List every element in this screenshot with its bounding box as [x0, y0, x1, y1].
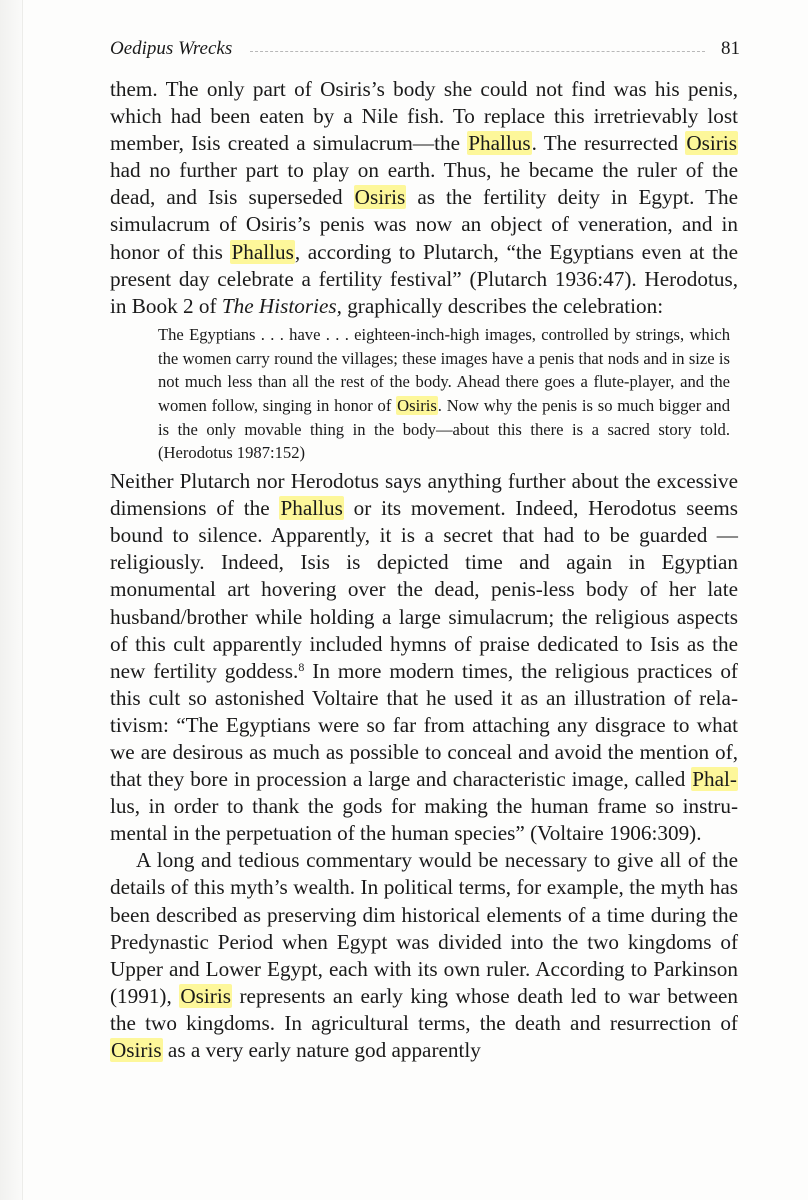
block-quote: [158, 323, 730, 465]
text-run: had no further part to play on earth. Thus, he became the ruler of the dead, and Isis superseded: [110, 158, 738, 210]
highlight-osiris: Osiris: [686, 131, 737, 156]
text-run: them. The only part of Osiris’s body she could not find was his penis, which had been eaten by a Nile fish. To replace this irretrievably lost member, Isis created a simulacrum—the: [110, 77, 738, 156]
highlight-phallus: Phallus: [468, 131, 531, 156]
text-run: , according to Plutarch, “the Egyptians even at the present day celebrate a fertility festival” (Plutarch 1936:47). Herodotus, in Book 2 of: [110, 239, 738, 318]
highlight-phallus: Phallus: [280, 496, 343, 521]
text-run: lus, in order to thank the gods for making the human frame so instrumental in the perpetuation of the human species” (Voltaire 1906:309).: [110, 794, 738, 846]
paragraph-1: [110, 76, 738, 320]
header-rule: [250, 51, 705, 52]
text-run: A long and tedious commentary would be necessary to give all of the details of this myth’s wealth. In political terms, for example, the myth has been described as preserving dim historical elements of a time during the Predynastic Period when Egypt was divided into the two kingdoms of Upper and Lower Egypt, each with its own ruler. According to Parkinson (1991),: [110, 848, 738, 1008]
running-head: [110, 36, 740, 62]
highlight-osiris: Osiris: [354, 185, 406, 210]
page-number: 81: [721, 38, 740, 59]
text-run: In more modern times, the religious practices of this cult so astonished Voltaire that he used it as an illustration of relativism: “The Egyptians were so far from attaching any disgrace to what we are desirous as much as possible to conceal and avoid the mention of, that they bore in procession a large and characteristic image, called: [110, 658, 738, 792]
highlight-osiris: Osiris: [397, 395, 437, 415]
body-text: [110, 76, 738, 1064]
paragraph-3: [110, 847, 738, 1064]
book-title: The Histories,: [221, 293, 342, 318]
highlight-phallus: Phal-: [692, 767, 737, 792]
highlight-osiris: Osiris: [180, 983, 231, 1008]
highlight-phallus: Phallus: [231, 239, 294, 264]
text-run: represents an early king whose death led to war between the two kingdoms. In agricultural terms, the death and resurrection of: [110, 983, 738, 1035]
paragraph-2: [110, 468, 738, 847]
text-run: . Now why the penis is so much bigger and is the only movable thing in the body—about this there is a sacred story told. (Herodotus 1987:152): [158, 395, 730, 463]
text-run: as a very early nature god apparently: [162, 1038, 481, 1063]
text-run: graphically describes the celebration:: [341, 293, 664, 318]
text-run: or its movement. Indeed, Herodotus seems bound to silence. Apparently, it is a secret that had to be guarded —religiously. Indeed, Isis is depicted time and again in Egyptian monumental art hovering over the dead, penis-less body of her late husband/brother while holding a large simulacrum; the religious aspects of this cult apparently included hymns of praise dedicated to Isis as the new fertility goddess.: [110, 496, 738, 683]
running-title: Oedipus Wrecks: [110, 38, 233, 59]
text-run: . The resurrected: [531, 131, 686, 156]
text-run: Neither Plutarch nor Herodotus says anything further about the excessive dimensions of the: [110, 469, 738, 521]
text-run: The Egyptians . . . have . . . eighteen-inch-high images, controlled by strings, which the women carry round the villages; these images have a penis that nods and in size is not much less than all the rest of the body. Ahead there goes a flute-player, and the women follow, singing in honor of: [158, 324, 730, 415]
text-run: as the fertility deity in Egypt. The simulacrum of Osiris’s penis was now an object of veneration, and in honor of this: [110, 185, 739, 264]
highlight-osiris: Osiris: [111, 1038, 162, 1063]
footnote-marker[interactable]: 8: [298, 659, 305, 674]
page-gutter: [0, 0, 23, 1200]
